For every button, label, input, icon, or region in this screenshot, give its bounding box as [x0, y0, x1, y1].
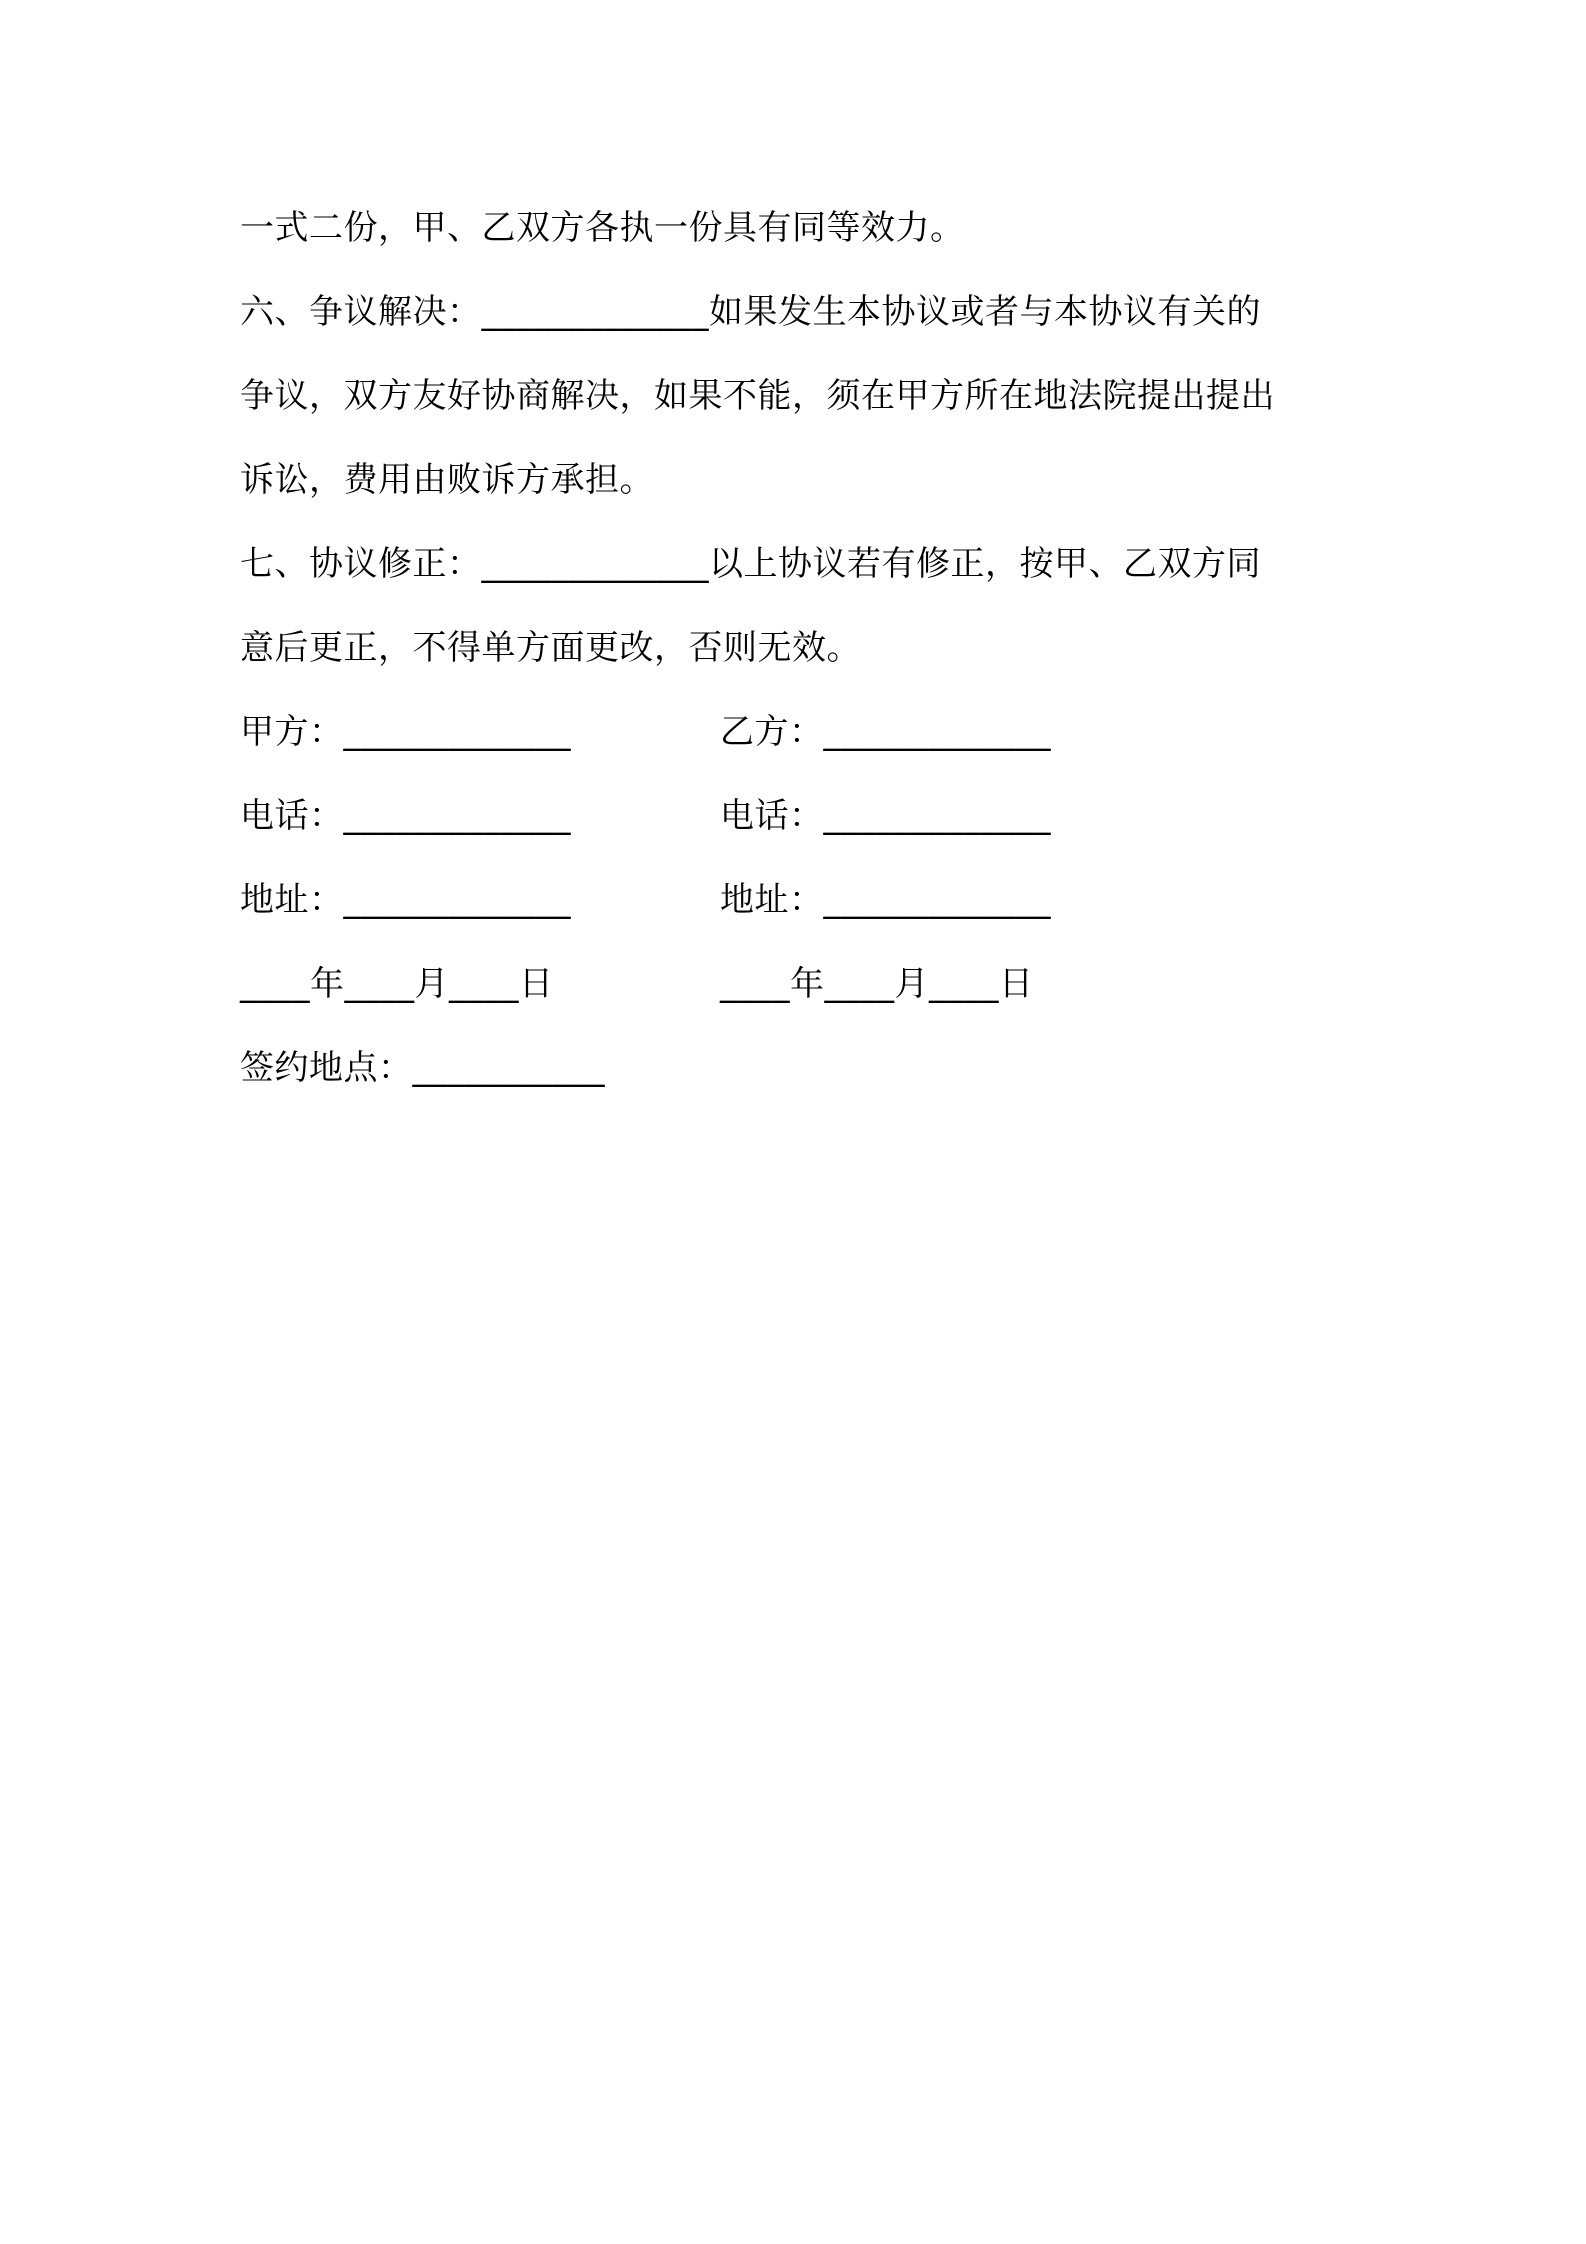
party-b-address-field: 地址：_____________ [720, 880, 1051, 920]
party-b-date-field: ____年____月____日 [720, 964, 1034, 1004]
paragraph-dispute-end: 诉讼，费用由败诉方承担。 [240, 460, 654, 500]
party-a-name-field: 甲方：_____________ [240, 712, 571, 752]
paragraph-dispute-body: 争议，双方友好协商解决，如果不能，须在甲方所在地法院提出提出 [240, 376, 1275, 416]
party-a-address-field: 地址：_____________ [240, 880, 571, 920]
party-b-phone-field: 电话：_____________ [720, 796, 1051, 836]
paragraph-amend-body: 意后更正，不得单方面更改，否则无效。 [240, 628, 861, 668]
party-b-name-field: 乙方：_____________ [720, 712, 1051, 752]
paragraph-copies: 一式二份，甲、乙双方各执一份具有同等效力。 [240, 208, 965, 248]
paragraph-amend-title: 七、协议修正：_____________以上协议若有修正，按甲、乙双方同 [240, 544, 1261, 584]
paragraph-dispute-title: 六、争议解决：_____________如果发生本协议或者与本协议有关的 [240, 292, 1261, 332]
party-a-phone-field: 电话：_____________ [240, 796, 571, 836]
party-a-date-field: ____年____月____日 [240, 964, 554, 1004]
signing-location-field: 签约地点：___________ [240, 1048, 605, 1088]
